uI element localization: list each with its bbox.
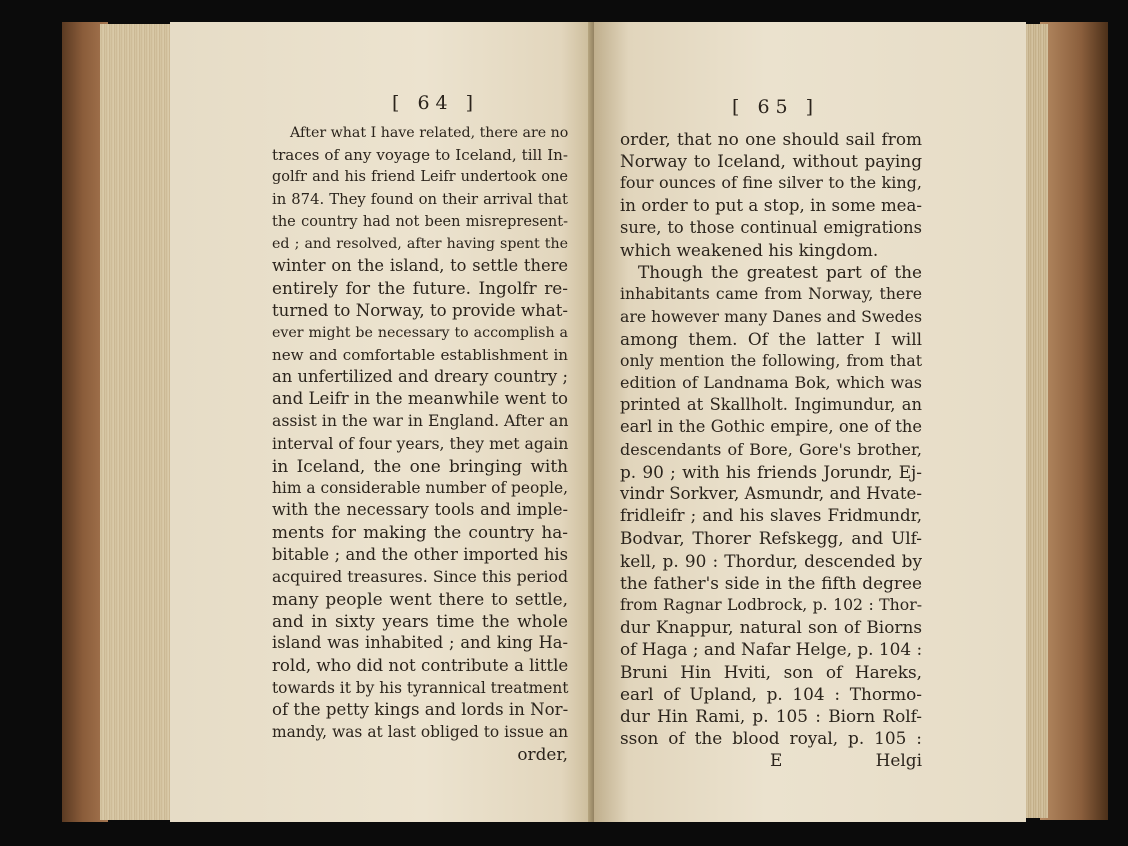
- text-line: vindr Sorkver, Asmundr, and Hvate-: [620, 484, 922, 503]
- left-page-text: [272, 122, 568, 765]
- text-line: bitable ; and the other imported his: [272, 544, 568, 564]
- text-line: turned to Norway, to provide what-: [272, 300, 568, 320]
- text-line: Bodvar, Thorer Refskegg, and Ulf-: [620, 528, 922, 549]
- text-line: golfr and his friend Leifr undertook one: [272, 169, 568, 186]
- text-line: descendants of Bore, Gore's brother,: [620, 439, 922, 459]
- right-cover-edge: [1040, 22, 1108, 820]
- text-line: p. 90 ; with his friends Jorundr, Ej-: [620, 461, 922, 482]
- text-line: are however many Danes and Swedes: [620, 306, 922, 326]
- text-line: among them. Of the latter I will: [620, 328, 922, 349]
- right-catchword: Helgi: [875, 750, 922, 771]
- text-line: winter on the island, to settle there: [272, 256, 568, 276]
- text-line: Norway to Iceland, without paying: [620, 151, 922, 172]
- text-line: Bruni Hin Hviti, son of Hareks,: [620, 661, 922, 682]
- text-line: with the necessary tools and imple-: [272, 500, 568, 520]
- text-line: him a considerable number of people,: [272, 479, 568, 497]
- left-page-number: [ 64 ]: [392, 92, 480, 114]
- text-line: of the petty kings and lords in Nor-: [272, 699, 569, 719]
- text-line: in 874. They found on their arrival that: [272, 190, 568, 208]
- right-page-footer: [620, 749, 922, 771]
- text-line: After what I have related, there are no: [290, 125, 569, 141]
- text-line: traces of any voyage to Iceland, till In-: [272, 146, 568, 165]
- text-line: new and comfortable establishment in: [272, 345, 568, 364]
- right-page-edges: [1024, 24, 1048, 818]
- text-line: entirely for the future. Ingolfr re-: [272, 278, 568, 299]
- text-line: printed at Skallholt. Ingimundur, an: [620, 395, 922, 415]
- text-line: in order to put a stop, in some mea-: [620, 195, 922, 215]
- right-page-number: [ 65 ]: [732, 96, 820, 118]
- text-line: which weakened his kingdom.: [620, 239, 879, 260]
- text-line: ever might be necessary to accomplish a: [272, 324, 568, 341]
- text-line: towards it by his tyrannical treatment: [272, 678, 569, 697]
- text-line: mandy, was at last obliged to issue an: [272, 723, 568, 742]
- text-line: assist in the war in England. After an: [272, 411, 569, 431]
- text-line: earl of Upland, p. 104 : Thormo-: [620, 683, 922, 704]
- text-line: ments for making the country ha-: [272, 522, 568, 543]
- text-line: ed ; and resolved, after having spent the: [272, 235, 568, 252]
- text-line: and in sixty years time the whole: [272, 611, 568, 632]
- text-line: dur Hin Rami, p. 105 : Biorn Rolf-: [620, 705, 922, 726]
- text-line: inhabitants came from Norway, there: [620, 284, 922, 304]
- text-line: many people went there to settle,: [272, 588, 568, 609]
- left-page: [170, 22, 595, 822]
- signature-mark: E: [770, 750, 783, 771]
- right-page: [594, 22, 1026, 822]
- text-line: island was inhabited ; and king Ha-: [272, 633, 568, 653]
- text-line: rold, who did not contribute a little: [272, 655, 569, 675]
- text-line: interval of four years, they met again: [272, 433, 569, 453]
- right-page-text: [620, 128, 922, 771]
- text-line: from Ragnar Lodbrock, p. 102 : Thor-: [620, 594, 922, 614]
- text-line: acquired treasures. Since this period: [272, 566, 568, 586]
- text-line: dur Knappur, natural son of Biorns: [620, 617, 922, 638]
- text-line: of Haga ; and Nafar Helge, p. 104 :: [620, 639, 923, 660]
- text-line: Though the greatest part of the: [638, 262, 922, 283]
- text-line: sure, to those continual emigrations: [620, 217, 922, 237]
- text-line: earl in the Gothic empire, one of the: [620, 417, 922, 437]
- text-line: the father's side in the fifth degree: [620, 572, 922, 593]
- text-line: only mention the following, from that: [620, 350, 922, 370]
- text-line: and Leifr in the meanwhile went to: [272, 389, 568, 409]
- text-line: order, that no one should sail from: [620, 129, 922, 149]
- left-catchword: order,: [517, 744, 568, 765]
- text-line: fridleifr ; and his slaves Fridmundr,: [620, 506, 922, 526]
- text-line: the country had not been misrepresent-: [272, 213, 568, 230]
- text-line: in Iceland, the one bringing with: [272, 455, 568, 476]
- text-line: edition of Landnama Bok, which was: [620, 373, 922, 393]
- text-line: kell, p. 90 : Thordur, descended by: [620, 550, 922, 571]
- text-line: sson of the blood royal, p. 105 :: [620, 728, 922, 749]
- text-line: an unfertilized and dreary country ;: [272, 367, 568, 387]
- left-page-edges: [100, 24, 172, 820]
- text-line: four ounces of fine silver to the king,: [620, 173, 922, 193]
